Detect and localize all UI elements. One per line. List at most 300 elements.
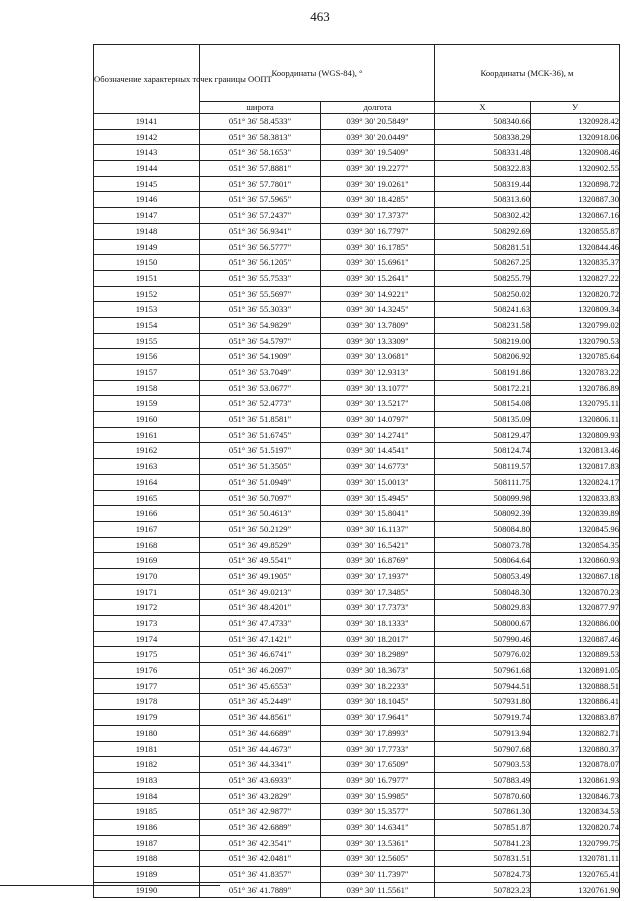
table-row	[94, 255, 620, 271]
longitude-cell: 039° 30' 16.8769"	[321, 553, 435, 569]
longitude-cell: 039° 30' 15.4945"	[321, 490, 435, 506]
y-cell: 1320891.05	[531, 663, 620, 679]
longitude-cell: 039° 30' 16.5421"	[321, 537, 435, 553]
x-cell: 508099.98	[435, 490, 531, 506]
x-cell: 508084.80	[435, 521, 531, 537]
x-cell: 508119.57	[435, 459, 531, 475]
latitude-cell: 051° 36' 50.4613"	[200, 506, 321, 522]
y-cell: 1320839.89	[531, 506, 620, 522]
table-body	[94, 114, 620, 898]
x-cell: 508191.86	[435, 365, 531, 381]
point-id-cell: 19175	[94, 647, 200, 663]
y-cell: 1320817.83	[531, 459, 620, 475]
x-cell: 508064.64	[435, 553, 531, 569]
longitude-cell: 039° 30' 17.8993"	[321, 725, 435, 741]
table-row	[94, 631, 620, 647]
longitude-cell: 039° 30' 18.3673"	[321, 663, 435, 679]
latitude-cell: 051° 36' 56.1205"	[200, 255, 321, 271]
latitude-cell: 051° 36' 54.9829"	[200, 317, 321, 333]
point-id-cell: 19171	[94, 584, 200, 600]
longitude-cell: 039° 30' 19.2277"	[321, 161, 435, 177]
table-row	[94, 443, 620, 459]
longitude-cell: 039° 30' 13.3309"	[321, 333, 435, 349]
longitude-cell: 039° 30' 17.9641"	[321, 710, 435, 726]
latitude-cell: 051° 36' 44.4673"	[200, 741, 321, 757]
latitude-cell: 051° 36' 45.6553"	[200, 678, 321, 694]
x-cell: 508029.83	[435, 600, 531, 616]
longitude-cell: 039° 30' 20.0449"	[321, 129, 435, 145]
point-id-cell: 19166	[94, 506, 200, 522]
longitude-cell: 039° 30' 13.0681"	[321, 349, 435, 365]
x-cell: 507931.80	[435, 694, 531, 710]
longitude-cell: 039° 30' 15.9985"	[321, 788, 435, 804]
y-cell: 1320928.42	[531, 114, 620, 130]
x-cell: 508053.49	[435, 568, 531, 584]
longitude-cell: 039° 30' 11.7397"	[321, 867, 435, 883]
x-cell: 507831.51	[435, 851, 531, 867]
latitude-cell: 051° 36' 42.3541"	[200, 835, 321, 851]
y-cell: 1320790.53	[531, 333, 620, 349]
latitude-cell: 051° 36' 58.3813"	[200, 129, 321, 145]
x-cell: 508331.48	[435, 145, 531, 161]
longitude-cell: 039° 30' 13.1077"	[321, 380, 435, 396]
latitude-cell: 051° 36' 53.7049"	[200, 365, 321, 381]
latitude-cell: 051° 36' 51.6745"	[200, 427, 321, 443]
point-id-cell: 19158	[94, 380, 200, 396]
point-id-cell: 19149	[94, 239, 200, 255]
latitude-cell: 051° 36' 49.1905"	[200, 568, 321, 584]
x-cell: 508124.74	[435, 443, 531, 459]
y-cell: 1320820.74	[531, 819, 620, 835]
longitude-cell: 039° 30' 20.5849"	[321, 114, 435, 130]
longitude-cell: 039° 30' 18.2233"	[321, 678, 435, 694]
point-id-cell: 19151	[94, 270, 200, 286]
y-cell: 1320888.51	[531, 678, 620, 694]
point-id-cell: 19148	[94, 223, 200, 239]
latitude-cell: 051° 36' 41.7889"	[200, 882, 321, 898]
latitude-cell: 051° 36' 47.4733"	[200, 616, 321, 632]
point-id-cell: 19142	[94, 129, 200, 145]
point-id-cell: 19190	[94, 882, 200, 898]
table-row	[94, 616, 620, 632]
y-cell: 1320786.89	[531, 380, 620, 396]
longitude-cell: 039° 30' 19.5409"	[321, 145, 435, 161]
longitude-cell: 039° 30' 14.2741"	[321, 427, 435, 443]
x-cell: 508154.08	[435, 396, 531, 412]
x-cell: 508302.42	[435, 208, 531, 224]
point-id-cell: 19182	[94, 757, 200, 773]
table-row	[94, 129, 620, 145]
x-cell: 508313.60	[435, 192, 531, 208]
table-row	[94, 584, 620, 600]
table-row	[94, 741, 620, 757]
y-cell: 1320799.02	[531, 317, 620, 333]
y-cell: 1320886.41	[531, 694, 620, 710]
x-cell: 508319.44	[435, 176, 531, 192]
y-cell: 1320783.22	[531, 365, 620, 381]
point-id-cell: 19156	[94, 349, 200, 365]
longitude-cell: 039° 30' 12.5605"	[321, 851, 435, 867]
longitude-cell: 039° 30' 14.4541"	[321, 443, 435, 459]
point-id-cell: 19159	[94, 396, 200, 412]
y-cell: 1320845.96	[531, 521, 620, 537]
y-cell: 1320809.34	[531, 302, 620, 318]
point-id-cell: 19147	[94, 208, 200, 224]
table-row	[94, 349, 620, 365]
table-row	[94, 710, 620, 726]
table-row	[94, 647, 620, 663]
latitude-cell: 051° 36' 49.5541"	[200, 553, 321, 569]
y-cell: 1320877.97	[531, 600, 620, 616]
latitude-cell: 051° 36' 49.8529"	[200, 537, 321, 553]
latitude-cell: 051° 36' 55.3033"	[200, 302, 321, 318]
point-id-cell: 19141	[94, 114, 200, 130]
point-id-cell: 19183	[94, 772, 200, 788]
latitude-cell: 051° 36' 58.1653"	[200, 145, 321, 161]
table-row	[94, 835, 620, 851]
latitude-cell: 051° 36' 42.9877"	[200, 804, 321, 820]
longitude-cell: 039° 30' 17.7733"	[321, 741, 435, 757]
longitude-cell: 039° 30' 16.1137"	[321, 521, 435, 537]
point-id-cell: 19179	[94, 710, 200, 726]
latitude-cell: 051° 36' 55.7533"	[200, 270, 321, 286]
x-cell: 507903.53	[435, 757, 531, 773]
header-y: У	[531, 102, 620, 114]
point-id-cell: 19187	[94, 835, 200, 851]
y-cell: 1320918.06	[531, 129, 620, 145]
x-cell: 508267.25	[435, 255, 531, 271]
latitude-cell: 051° 36' 56.5777"	[200, 239, 321, 255]
x-cell: 508231.58	[435, 317, 531, 333]
point-id-cell: 19173	[94, 616, 200, 632]
latitude-cell: 051° 36' 54.1909"	[200, 349, 321, 365]
table-row	[94, 427, 620, 443]
x-cell: 507919.74	[435, 710, 531, 726]
x-cell: 508206.92	[435, 349, 531, 365]
latitude-cell: 051° 36' 42.6889"	[200, 819, 321, 835]
latitude-cell: 051° 36' 54.5797"	[200, 333, 321, 349]
x-cell: 507870.60	[435, 788, 531, 804]
point-id-cell: 19152	[94, 286, 200, 302]
x-cell: 507990.46	[435, 631, 531, 647]
x-cell: 508292.69	[435, 223, 531, 239]
table-row	[94, 788, 620, 804]
latitude-cell: 051° 36' 45.2449"	[200, 694, 321, 710]
table-row	[94, 286, 620, 302]
table-row	[94, 208, 620, 224]
point-id-cell: 19144	[94, 161, 200, 177]
y-cell: 1320820.72	[531, 286, 620, 302]
longitude-cell: 039° 30' 14.6341"	[321, 819, 435, 835]
page-number: 463	[310, 9, 330, 24]
x-cell: 508048.30	[435, 584, 531, 600]
table-row	[94, 239, 620, 255]
x-cell: 508255.79	[435, 270, 531, 286]
table-row	[94, 114, 620, 130]
longitude-cell: 039° 30' 16.1785"	[321, 239, 435, 255]
point-id-cell: 19165	[94, 490, 200, 506]
point-id-cell: 19168	[94, 537, 200, 553]
footnote-divider	[0, 885, 220, 886]
point-id-cell: 19170	[94, 568, 200, 584]
table-row	[94, 521, 620, 537]
table-row	[94, 490, 620, 506]
table-row	[94, 223, 620, 239]
longitude-cell: 039° 30' 15.3577"	[321, 804, 435, 820]
table-row	[94, 365, 620, 381]
y-cell: 1320867.18	[531, 568, 620, 584]
x-cell: 507883.49	[435, 772, 531, 788]
longitude-cell: 039° 30' 15.0013"	[321, 474, 435, 490]
latitude-cell: 051° 36' 46.6741"	[200, 647, 321, 663]
y-cell: 1320898.72	[531, 176, 620, 192]
latitude-cell: 051° 36' 51.5197"	[200, 443, 321, 459]
x-cell: 507851.87	[435, 819, 531, 835]
longitude-cell: 039° 30' 11.5561"	[321, 882, 435, 898]
point-id-cell: 19162	[94, 443, 200, 459]
point-id-cell: 19176	[94, 663, 200, 679]
y-cell: 1320761.90	[531, 882, 620, 898]
y-cell: 1320809.93	[531, 427, 620, 443]
y-cell: 1320833.83	[531, 490, 620, 506]
latitude-cell: 051° 36' 46.2097"	[200, 663, 321, 679]
header-x: X	[435, 102, 531, 114]
latitude-cell: 051° 36' 50.2129"	[200, 521, 321, 537]
longitude-cell: 039° 30' 17.6509"	[321, 757, 435, 773]
x-cell: 508129.47	[435, 427, 531, 443]
y-cell: 1320834.53	[531, 804, 620, 820]
y-cell: 1320824.17	[531, 474, 620, 490]
longitude-cell: 039° 30' 18.4285"	[321, 192, 435, 208]
point-id-cell: 19174	[94, 631, 200, 647]
point-id-cell: 19189	[94, 867, 200, 883]
longitude-cell: 039° 30' 13.5361"	[321, 835, 435, 851]
point-id-cell: 19177	[94, 678, 200, 694]
table-row	[94, 145, 620, 161]
table-row	[94, 380, 620, 396]
table-row	[94, 851, 620, 867]
table-row	[94, 396, 620, 412]
point-id-cell: 19153	[94, 302, 200, 318]
point-id-cell: 19172	[94, 600, 200, 616]
x-cell: 508000.67	[435, 616, 531, 632]
table-row	[94, 568, 620, 584]
x-cell: 508340.66	[435, 114, 531, 130]
table-row	[94, 663, 620, 679]
table-row	[94, 553, 620, 569]
x-cell: 508241.63	[435, 302, 531, 318]
y-cell: 1320827.22	[531, 270, 620, 286]
latitude-cell: 051° 36' 44.6689"	[200, 725, 321, 741]
table-row	[94, 600, 620, 616]
point-id-cell: 19157	[94, 365, 200, 381]
longitude-cell: 039° 30' 17.3737"	[321, 208, 435, 224]
x-cell: 507907.68	[435, 741, 531, 757]
y-cell: 1320902.55	[531, 161, 620, 177]
longitude-cell: 039° 30' 15.6961"	[321, 255, 435, 271]
header-latitude: широта	[200, 102, 321, 114]
point-id-cell: 19186	[94, 819, 200, 835]
point-id-cell: 19185	[94, 804, 200, 820]
longitude-cell: 039° 30' 17.7373"	[321, 600, 435, 616]
y-cell: 1320878.07	[531, 757, 620, 773]
longitude-cell: 039° 30' 14.6773"	[321, 459, 435, 475]
table-row	[94, 161, 620, 177]
y-cell: 1320883.87	[531, 710, 620, 726]
point-id-cell: 19155	[94, 333, 200, 349]
point-id-cell: 19160	[94, 412, 200, 428]
longitude-cell: 039° 30' 13.7809"	[321, 317, 435, 333]
longitude-cell: 039° 30' 12.9313"	[321, 365, 435, 381]
table-row	[94, 270, 620, 286]
point-id-cell: 19154	[94, 317, 200, 333]
x-cell: 508135.09	[435, 412, 531, 428]
header-wgs84-coordinates: Координаты (WGS-84), °	[200, 45, 435, 102]
latitude-cell: 051° 36' 42.0481"	[200, 851, 321, 867]
latitude-cell: 051° 36' 51.3505"	[200, 459, 321, 475]
table-row	[94, 459, 620, 475]
longitude-cell: 039° 30' 18.2017"	[321, 631, 435, 647]
longitude-cell: 039° 30' 15.8041"	[321, 506, 435, 522]
table-row	[94, 757, 620, 773]
latitude-cell: 051° 36' 47.1421"	[200, 631, 321, 647]
point-id-cell: 19188	[94, 851, 200, 867]
latitude-cell: 051° 36' 51.8581"	[200, 412, 321, 428]
x-cell: 507944.51	[435, 678, 531, 694]
table-row	[94, 333, 620, 349]
point-id-cell: 19150	[94, 255, 200, 271]
y-cell: 1320765.41	[531, 867, 620, 883]
point-id-cell: 19143	[94, 145, 200, 161]
longitude-cell: 039° 30' 17.1937"	[321, 568, 435, 584]
table-row	[94, 678, 620, 694]
y-cell: 1320880.37	[531, 741, 620, 757]
x-cell: 507824.73	[435, 867, 531, 883]
x-cell: 507976.02	[435, 647, 531, 663]
y-cell: 1320861.93	[531, 772, 620, 788]
coordinates-table	[93, 44, 620, 898]
table-header-row	[94, 45, 620, 102]
latitude-cell: 051° 36' 57.7801"	[200, 176, 321, 192]
y-cell: 1320781.11	[531, 851, 620, 867]
latitude-cell: 051° 36' 53.0677"	[200, 380, 321, 396]
y-cell: 1320799.75	[531, 835, 620, 851]
table-row	[94, 537, 620, 553]
header-point-designation: Обозначение характерных точек границы ООПТ	[94, 45, 200, 114]
latitude-cell: 051° 36' 57.5965"	[200, 192, 321, 208]
y-cell: 1320860.93	[531, 553, 620, 569]
table-row	[94, 867, 620, 883]
point-id-cell: 19184	[94, 788, 200, 804]
longitude-cell: 039° 30' 15.2641"	[321, 270, 435, 286]
y-cell: 1320806.11	[531, 412, 620, 428]
latitude-cell: 051° 36' 49.0213"	[200, 584, 321, 600]
point-id-cell: 19164	[94, 474, 200, 490]
header-longitude: долгота	[321, 102, 435, 114]
latitude-cell: 051° 36' 51.0949"	[200, 474, 321, 490]
longitude-cell: 039° 30' 18.1045"	[321, 694, 435, 710]
latitude-cell: 051° 36' 44.3341"	[200, 757, 321, 773]
header-msk36-coordinates: Координаты (МСК-36), м	[435, 45, 620, 102]
x-cell: 508111.75	[435, 474, 531, 490]
y-cell: 1320813.46	[531, 443, 620, 459]
latitude-cell: 051° 36' 41.8357"	[200, 867, 321, 883]
latitude-cell: 051° 36' 58.4533"	[200, 114, 321, 130]
latitude-cell: 051° 36' 52.4773"	[200, 396, 321, 412]
point-id-cell: 19169	[94, 553, 200, 569]
y-cell: 1320844.46	[531, 239, 620, 255]
longitude-cell: 039° 30' 14.3245"	[321, 302, 435, 318]
longitude-cell: 039° 30' 16.7977"	[321, 772, 435, 788]
latitude-cell: 051° 36' 44.8561"	[200, 710, 321, 726]
x-cell: 507961.68	[435, 663, 531, 679]
table-row	[94, 176, 620, 192]
point-id-cell: 19146	[94, 192, 200, 208]
latitude-cell: 051° 36' 50.7097"	[200, 490, 321, 506]
latitude-cell: 051° 36' 43.2829"	[200, 788, 321, 804]
x-cell: 508073.78	[435, 537, 531, 553]
y-cell: 1320795.11	[531, 396, 620, 412]
table-row	[94, 819, 620, 835]
y-cell: 1320835.37	[531, 255, 620, 271]
x-cell: 508219.00	[435, 333, 531, 349]
y-cell: 1320867.16	[531, 208, 620, 224]
longitude-cell: 039° 30' 18.2989"	[321, 647, 435, 663]
table-row	[94, 804, 620, 820]
y-cell: 1320889.53	[531, 647, 620, 663]
latitude-cell: 051° 36' 56.9341"	[200, 223, 321, 239]
x-cell: 507823.23	[435, 882, 531, 898]
y-cell: 1320887.30	[531, 192, 620, 208]
y-cell: 1320887.46	[531, 631, 620, 647]
point-id-cell: 19180	[94, 725, 200, 741]
latitude-cell: 051° 36' 43.6933"	[200, 772, 321, 788]
y-cell: 1320886.00	[531, 616, 620, 632]
x-cell: 508250.02	[435, 286, 531, 302]
y-cell: 1320908.46	[531, 145, 620, 161]
y-cell: 1320846.73	[531, 788, 620, 804]
table-row	[94, 725, 620, 741]
table-row	[94, 474, 620, 490]
table-row	[94, 772, 620, 788]
latitude-cell: 051° 36' 48.4201"	[200, 600, 321, 616]
table-row	[94, 192, 620, 208]
y-cell: 1320882.71	[531, 725, 620, 741]
point-id-cell: 19167	[94, 521, 200, 537]
table-row	[94, 302, 620, 318]
table-row	[94, 506, 620, 522]
x-cell: 507861.30	[435, 804, 531, 820]
latitude-cell: 051° 36' 57.8881"	[200, 161, 321, 177]
x-cell: 508172.21	[435, 380, 531, 396]
longitude-cell: 039° 30' 13.5217"	[321, 396, 435, 412]
table-row	[94, 317, 620, 333]
table-row	[94, 412, 620, 428]
y-cell: 1320785.64	[531, 349, 620, 365]
longitude-cell: 039° 30' 18.1333"	[321, 616, 435, 632]
longitude-cell: 039° 30' 14.9221"	[321, 286, 435, 302]
y-cell: 1320870.23	[531, 584, 620, 600]
point-id-cell: 19181	[94, 741, 200, 757]
y-cell: 1320854.35	[531, 537, 620, 553]
longitude-cell: 039° 30' 14.0797"	[321, 412, 435, 428]
x-cell: 508338.29	[435, 129, 531, 145]
y-cell: 1320855.87	[531, 223, 620, 239]
point-id-cell: 19161	[94, 427, 200, 443]
latitude-cell: 051° 36' 57.2437"	[200, 208, 321, 224]
point-id-cell: 19163	[94, 459, 200, 475]
latitude-cell: 051° 36' 55.5697"	[200, 286, 321, 302]
